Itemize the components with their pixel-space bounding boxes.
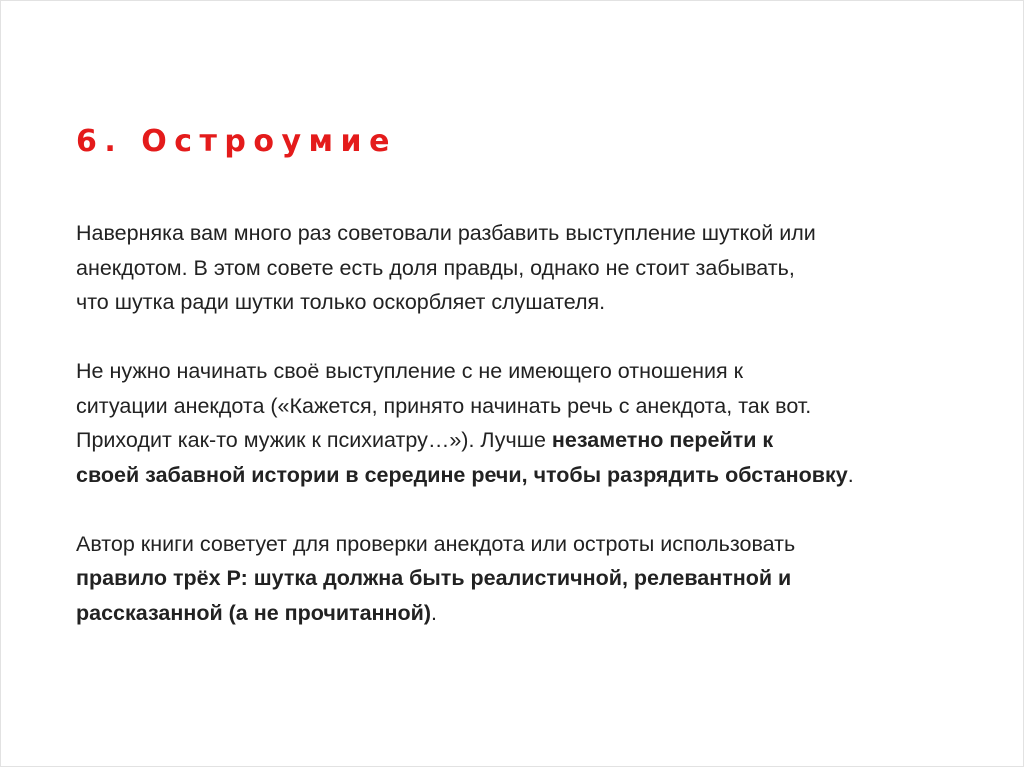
text-line [76, 251, 996, 286]
text-line [76, 527, 996, 562]
bold-text: правило трёх Р: шутка должна быть реалистичной, релевантной и [76, 566, 792, 590]
text-segment: Приходит как-то мужик к психиатру…»). Лучше [76, 428, 552, 452]
bold-text: своей забавной истории в середине речи, чтобы разрядить обстановку [76, 462, 848, 487]
text-line [76, 596, 996, 631]
paragraph [76, 216, 996, 320]
slide-body [76, 216, 996, 665]
paragraph [76, 354, 996, 492]
text-segment: Автор книги советует для проверки анекдота или остроты использовать [76, 531, 796, 556]
text-segment: . [431, 600, 438, 625]
text-segment: . [847, 462, 854, 487]
text-segment: что шутка ради шутки только оскорбляет слушателя. [76, 290, 606, 314]
text-line [76, 423, 996, 458]
text-segment: анекдотом. В этом совете есть доля правды, однако не стоит забывать, [76, 255, 795, 280]
text-segment: Наверняка вам много раз советовали разбавить выступление шуткой или [76, 221, 816, 245]
text-line [76, 216, 996, 251]
text-line [76, 458, 996, 493]
bold-text: рассказанной (а не прочитанной) [76, 600, 432, 625]
slide-title: 6. Остроумие [76, 124, 397, 159]
text-segment: Не нужно начинать своё выступление с не имеющего отношения к [76, 359, 744, 383]
text-line [76, 285, 996, 320]
text-segment: ситуации анекдота («Кажется, принято начинать речь с анекдота, так вот. [76, 393, 812, 418]
text-line [76, 389, 996, 424]
text-line [76, 354, 996, 389]
bold-text: незаметно перейти к [551, 428, 774, 452]
text-line [76, 561, 996, 596]
paragraph [76, 527, 996, 631]
